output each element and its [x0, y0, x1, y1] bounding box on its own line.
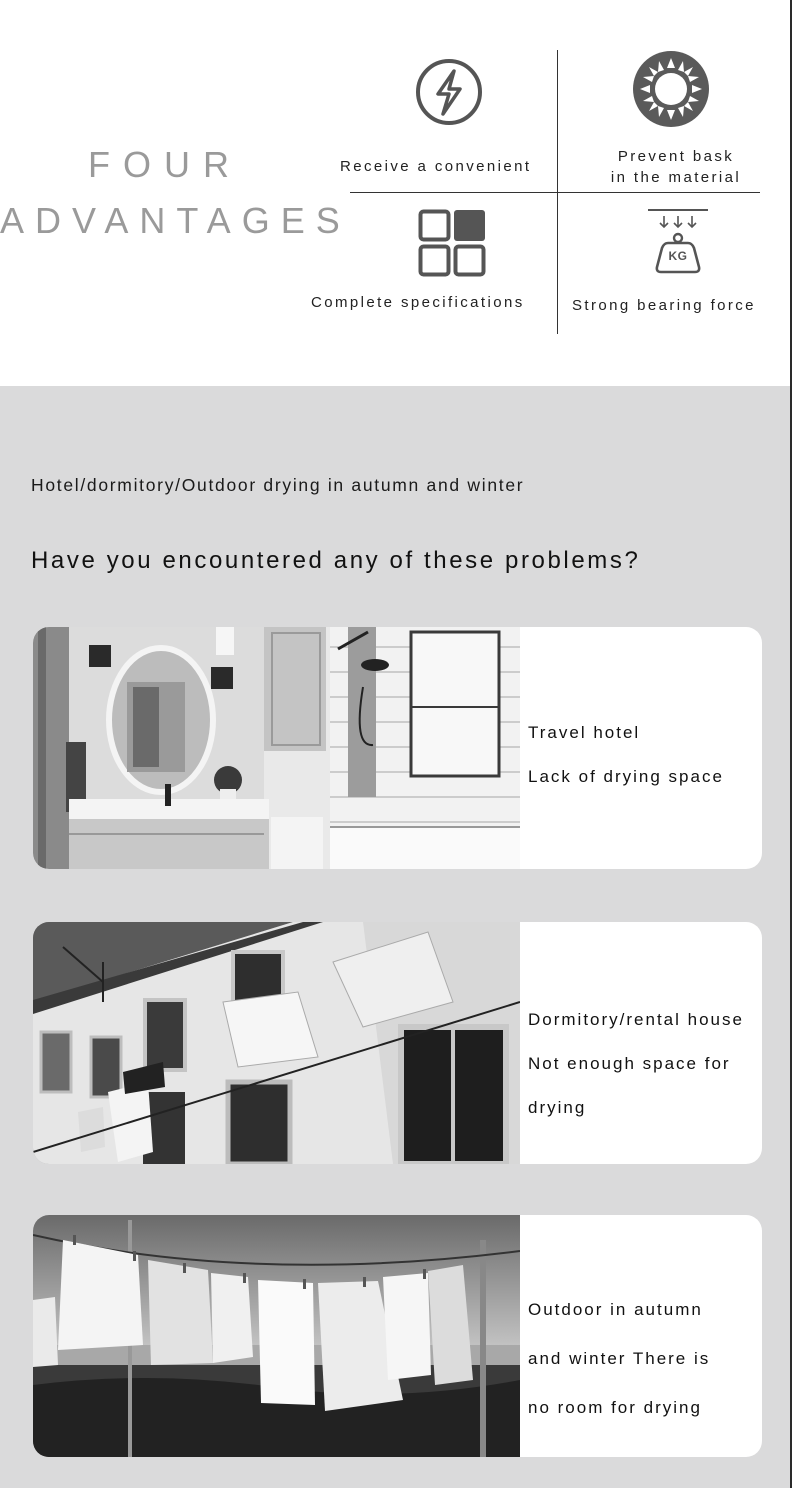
advantages-title-line1: FOUR	[88, 144, 242, 185]
advantage-label-bask-line1: Prevent bask	[617, 148, 735, 165]
problem-line: and winter There is	[528, 1349, 711, 1368]
problem-line: drying	[528, 1098, 587, 1117]
advantages-title-line2: ADVANTAGES	[0, 200, 351, 241]
lightning-icon	[414, 57, 484, 132]
problem-card-hotel	[33, 627, 762, 869]
advantage-label-convenient: Receive a convenient	[340, 158, 532, 175]
sun-icon	[632, 50, 710, 133]
divider-horizontal	[350, 192, 760, 193]
advantage-label-bearing: Strong bearing force	[572, 297, 756, 314]
advantage-label-bask-line2: in the material	[610, 169, 742, 186]
problems-subtitle: Hotel/dormitory/Outdoor drying in autumn and winter	[31, 475, 525, 495]
problem-text-hotel	[528, 711, 724, 799]
problem-line: Dormitory/rental house	[528, 1010, 744, 1029]
weight-icon	[646, 207, 710, 280]
advantage-label-bask	[600, 146, 752, 188]
problem-line: Travel hotel	[528, 723, 641, 742]
problem-text-dormitory	[528, 998, 744, 1130]
advantage-label-specifications: Complete specifications	[311, 294, 525, 311]
bathroom-photo	[33, 627, 520, 869]
problem-line: no room for drying	[528, 1398, 702, 1417]
problem-line: Outdoor in autumn	[528, 1300, 703, 1319]
problem-line: Not enough space for	[528, 1054, 731, 1073]
problem-card-outdoor	[33, 1215, 762, 1457]
problem-card-dormitory	[33, 922, 762, 1164]
building-laundry-photo	[33, 922, 520, 1164]
advantages-panel	[0, 0, 790, 386]
weight-kg-text: KG	[668, 249, 688, 263]
problem-line: Lack of drying space	[528, 767, 724, 786]
problem-text-outdoor	[528, 1285, 710, 1432]
problems-headline: Have you encountered any of these problems?	[31, 547, 641, 574]
grid-icon	[418, 209, 486, 282]
clothesline-photo	[33, 1215, 520, 1457]
